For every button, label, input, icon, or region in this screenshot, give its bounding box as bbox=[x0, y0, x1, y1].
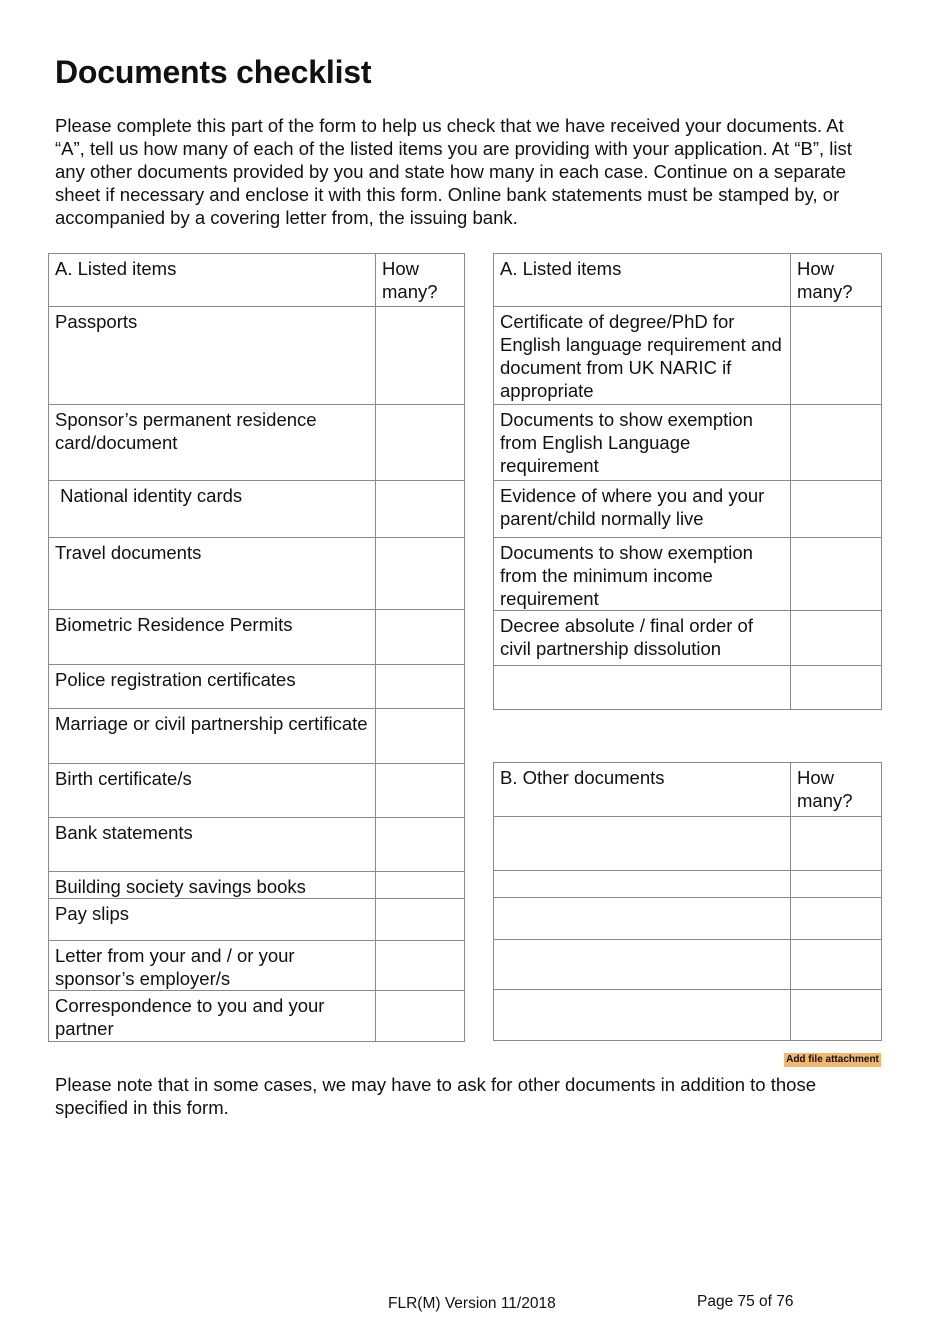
item-label-national-identity-cards: National identity cards bbox=[49, 481, 376, 538]
count-field-residence-evidence[interactable] bbox=[791, 481, 882, 538]
item-label-residence-evidence: Evidence of where you and your parent/child normally live bbox=[494, 481, 791, 538]
item-label-building-society-books: Building society savings books bbox=[49, 872, 376, 899]
footer-page-number: Page 75 of 76 bbox=[697, 1293, 794, 1310]
table-row bbox=[49, 991, 465, 1042]
header-how-many: How many? bbox=[376, 254, 465, 307]
count-field-income-exemption[interactable] bbox=[791, 538, 882, 611]
table-header-row bbox=[49, 254, 465, 307]
count-field-police-registration[interactable] bbox=[376, 665, 465, 709]
table-row bbox=[494, 898, 882, 940]
table-row bbox=[494, 990, 882, 1041]
count-field-degree-certificate[interactable] bbox=[791, 307, 882, 405]
other-document-field[interactable] bbox=[494, 990, 791, 1041]
count-field-marriage-certificate[interactable] bbox=[376, 709, 465, 764]
count-field-travel-documents[interactable] bbox=[376, 538, 465, 610]
table-row bbox=[49, 764, 465, 818]
listed-items-table-right bbox=[493, 253, 882, 710]
other-document-field[interactable] bbox=[494, 871, 791, 898]
count-field-biometric-residence-permits[interactable] bbox=[376, 610, 465, 665]
table-row bbox=[494, 405, 882, 481]
page-title: Documents checklist bbox=[55, 54, 372, 90]
count-field-correspondence[interactable] bbox=[376, 991, 465, 1042]
count-field-national-identity-cards[interactable] bbox=[376, 481, 465, 538]
count-field-decree-absolute[interactable] bbox=[791, 611, 882, 666]
count-field-pay-slips[interactable] bbox=[376, 899, 465, 941]
count-field-bank-statements[interactable] bbox=[376, 818, 465, 872]
item-label-travel-documents: Travel documents bbox=[49, 538, 376, 610]
count-field-blank[interactable] bbox=[791, 666, 882, 710]
other-document-field[interactable] bbox=[494, 940, 791, 990]
table-row bbox=[494, 481, 882, 538]
table-row bbox=[49, 941, 465, 991]
table-header-row bbox=[494, 254, 882, 307]
intro-paragraph: Please complete this part of the form to help us check that we have received your documents. At “A”, tell us how many of each of the listed items you are providing with your application. At “B”, list any other documents provided by you and state how many in each case. Continue on a separate sheet if necessary and enclose it with this form. Online bank statements must be stamped by, or accompanied by a covering letter from, the issuing bank. bbox=[55, 115, 852, 228]
item-label-sponsor-residence-card: Sponsor’s permanent residence card/document bbox=[49, 405, 376, 481]
item-label-income-exemption: Documents to show exemption from the minimum income requirement bbox=[494, 538, 791, 611]
count-field-sponsor-residence-card[interactable] bbox=[376, 405, 465, 481]
table-header-row bbox=[494, 763, 882, 817]
other-document-count-field[interactable] bbox=[791, 871, 882, 898]
table-row bbox=[494, 538, 882, 611]
table-row bbox=[49, 481, 465, 538]
table-row bbox=[49, 538, 465, 610]
count-field-building-society-books[interactable] bbox=[376, 872, 465, 899]
other-document-count-field[interactable] bbox=[791, 898, 882, 940]
table-row bbox=[49, 665, 465, 709]
other-document-field[interactable] bbox=[494, 817, 791, 871]
other-document-count-field[interactable] bbox=[791, 817, 882, 871]
header-how-many: How many? bbox=[791, 254, 882, 307]
add-file-attachment-button[interactable]: Add file attachment bbox=[784, 1053, 881, 1067]
item-label-english-exemption: Documents to show exemption from English Language requirement bbox=[494, 405, 791, 481]
item-label-bank-statements: Bank statements bbox=[49, 818, 376, 872]
listed-items-table-left bbox=[48, 253, 465, 1042]
count-field-english-exemption[interactable] bbox=[791, 405, 882, 481]
table-row bbox=[494, 307, 882, 405]
table-row bbox=[494, 666, 882, 710]
table-row bbox=[494, 940, 882, 990]
table-row bbox=[49, 307, 465, 405]
count-field-employer-letter[interactable] bbox=[376, 941, 465, 991]
item-label-blank[interactable] bbox=[494, 666, 791, 710]
item-label-police-registration: Police registration certificates bbox=[49, 665, 376, 709]
table-row bbox=[49, 405, 465, 481]
item-label-passports: Passports bbox=[49, 307, 376, 405]
note-paragraph: Please note that in some cases, we may have to ask for other documents in addition to those specified in this form. bbox=[55, 1074, 816, 1118]
table-row bbox=[494, 871, 882, 898]
item-label-degree-certificate: Certificate of degree/PhD for English language requirement and document from UK NARIC if appropriate bbox=[494, 307, 791, 405]
header-listed-items: A. Listed items bbox=[494, 254, 791, 307]
item-label-decree-absolute: Decree absolute / final order of civil partnership dissolution bbox=[494, 611, 791, 666]
header-how-many: How many? bbox=[791, 763, 882, 817]
footer-version: FLR(M) Version 11/2018 bbox=[388, 1295, 556, 1312]
item-label-correspondence: Correspondence to you and your partner bbox=[49, 991, 376, 1042]
header-listed-items: A. Listed items bbox=[49, 254, 376, 307]
table-row bbox=[494, 817, 882, 871]
table-row bbox=[49, 610, 465, 665]
other-document-count-field[interactable] bbox=[791, 940, 882, 990]
item-label-marriage-certificate: Marriage or civil partnership certificate bbox=[49, 709, 376, 764]
item-label-pay-slips: Pay slips bbox=[49, 899, 376, 941]
table-row bbox=[49, 899, 465, 941]
table-row bbox=[494, 611, 882, 666]
item-label-employer-letter: Letter from your and / or your sponsor’s employer/s bbox=[49, 941, 376, 991]
table-row bbox=[49, 818, 465, 872]
count-field-birth-certificates[interactable] bbox=[376, 764, 465, 818]
item-label-biometric-residence-permits: Biometric Residence Permits bbox=[49, 610, 376, 665]
other-document-count-field[interactable] bbox=[791, 990, 882, 1041]
table-row bbox=[49, 709, 465, 764]
other-documents-table bbox=[493, 762, 882, 1041]
item-label-birth-certificates: Birth certificate/s bbox=[49, 764, 376, 818]
count-field-passports[interactable] bbox=[376, 307, 465, 405]
header-other-documents: B. Other documents bbox=[494, 763, 791, 817]
table-row bbox=[49, 872, 465, 899]
other-document-field[interactable] bbox=[494, 898, 791, 940]
